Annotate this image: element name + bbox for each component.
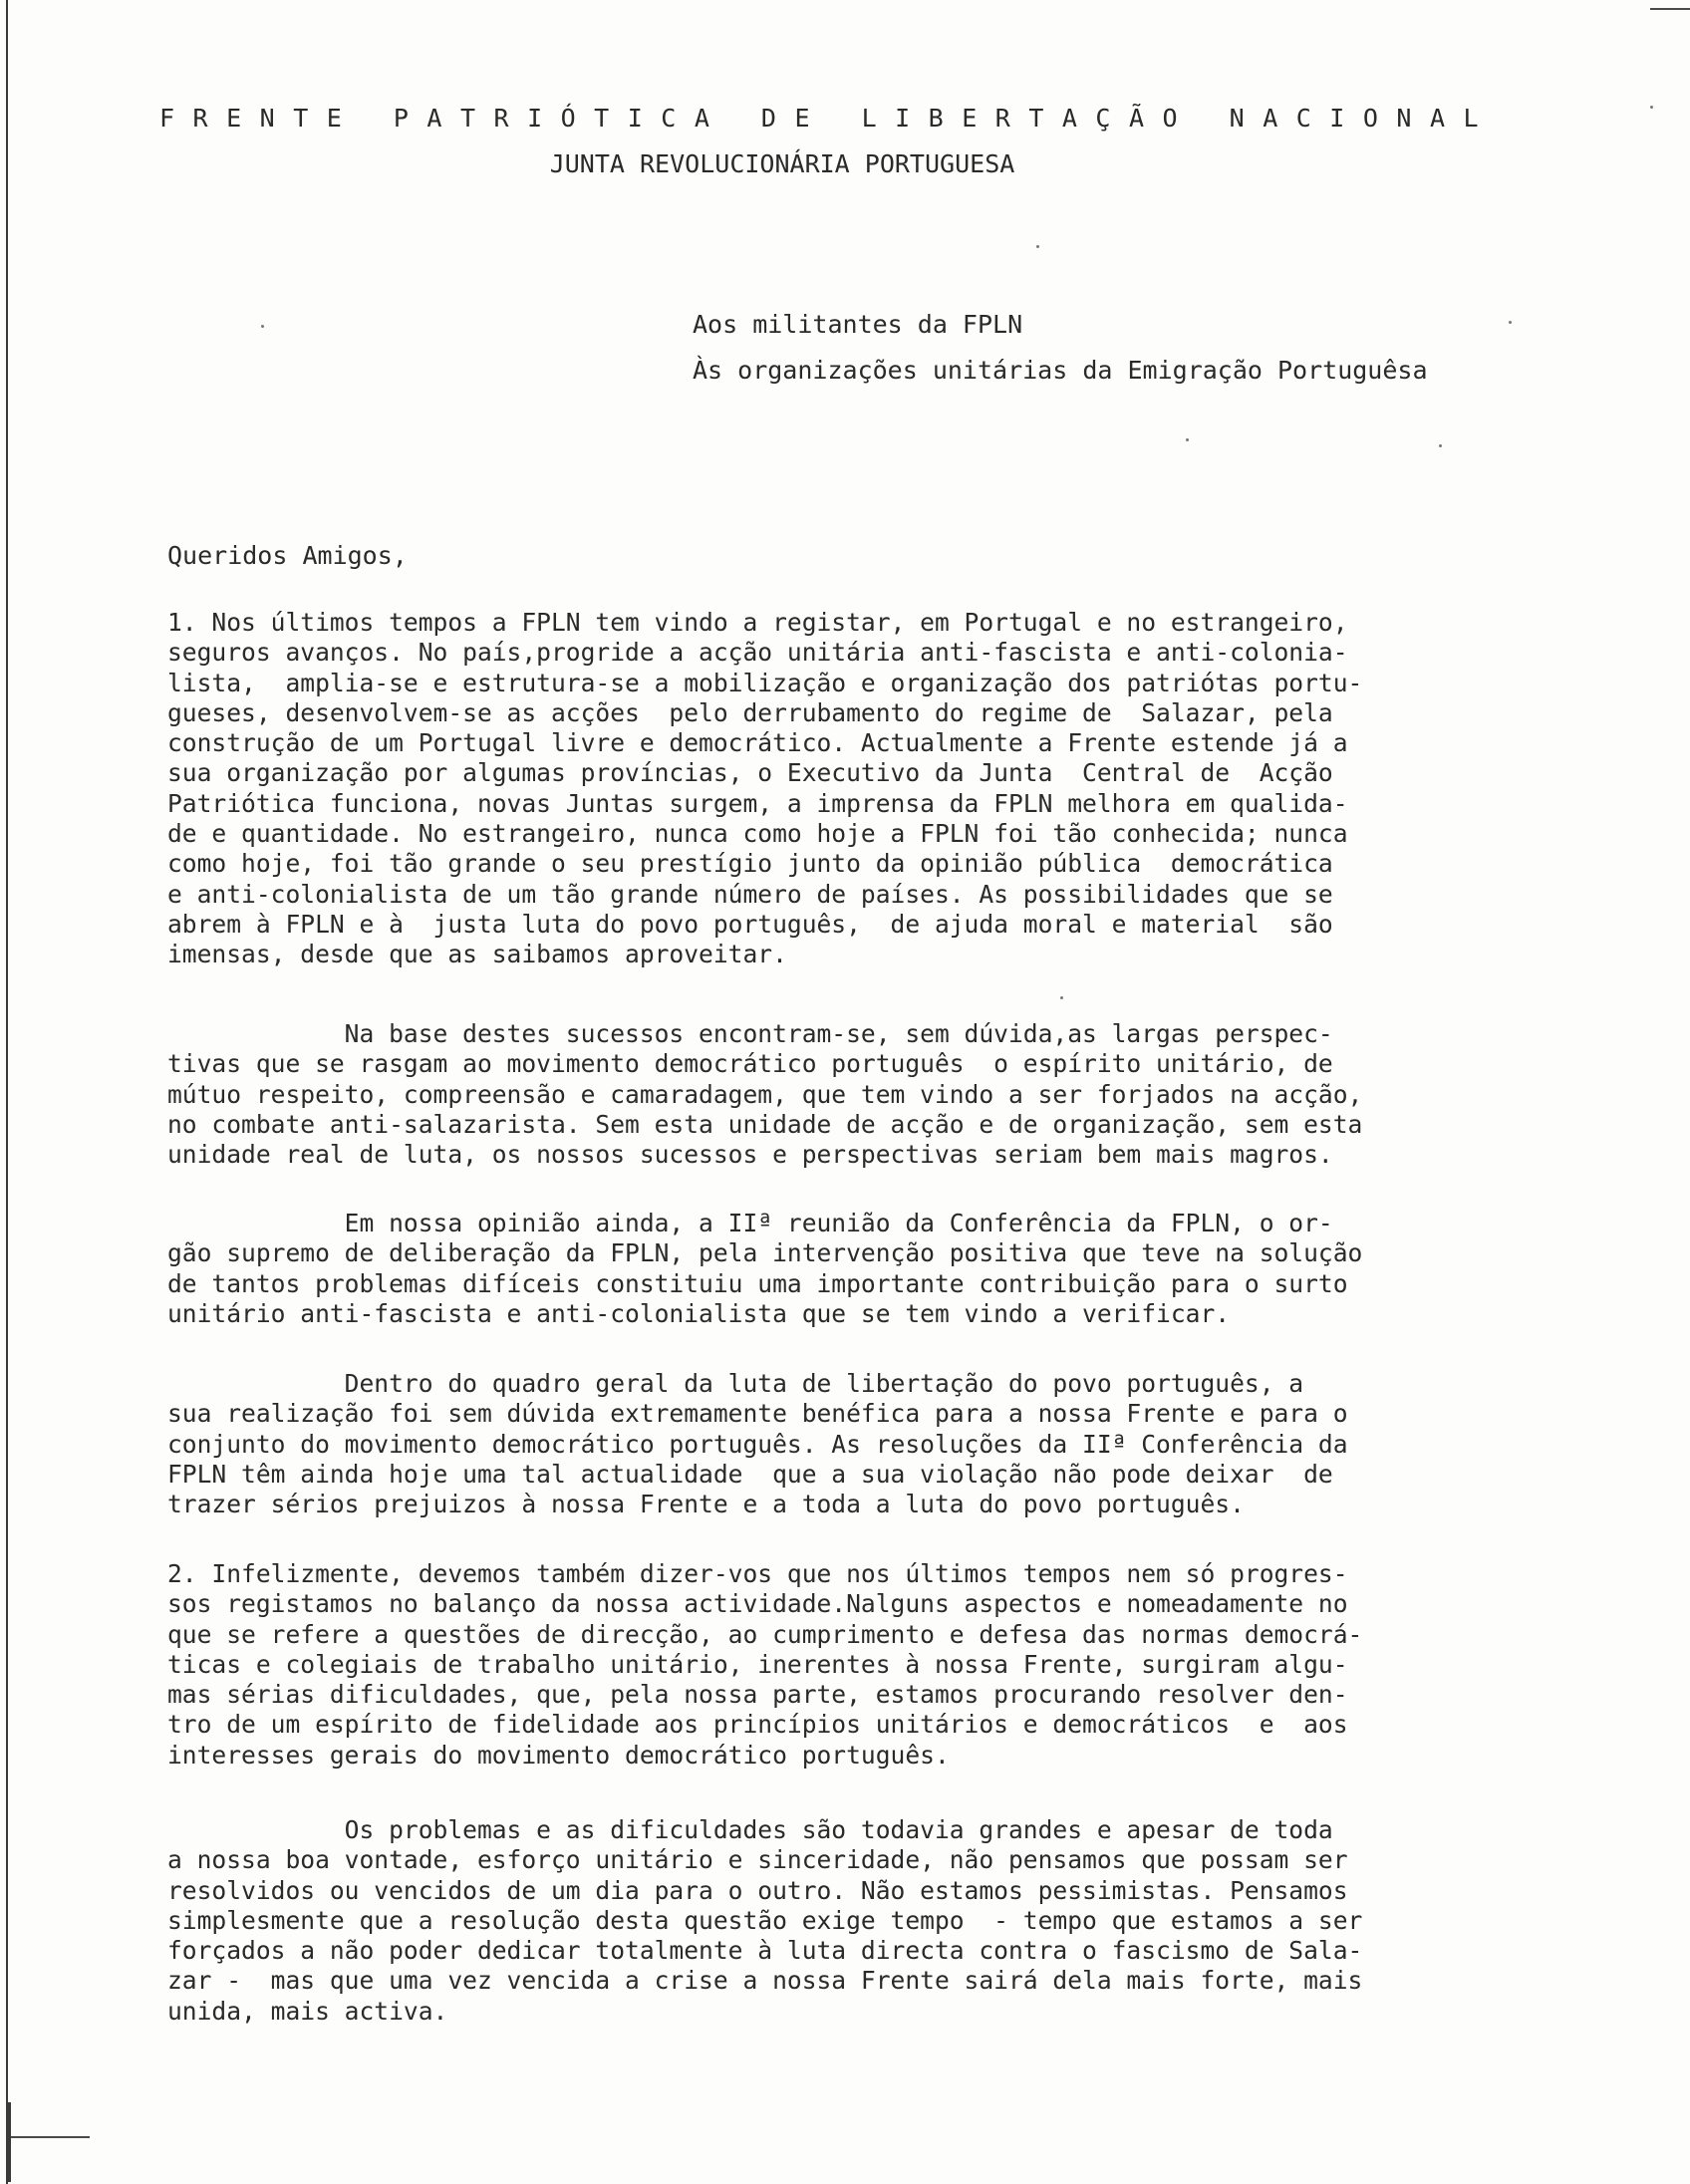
text-line: 1. Nos últimos tempos a FPLN tem vindo a registar, em Portugal e no estrangeiro, [167,608,1348,637]
paragraph-2 [167,1019,1602,1170]
paragraph-6 [167,1815,1602,2027]
text-line: ticas e colegiais de trabalho unitário, inerentes à nossa Frente, surgiram algu- [167,1649,1348,1679]
text-line: Os problemas e as dificuldades são todavia grandes e apesar de toda [167,1815,1333,1844]
recipient-line: Aos militantes da FPLN [693,310,1023,339]
text-line: como hoje, foi tão grande o seu prestígio junto da opinião pública democrática [167,849,1333,879]
text-line: Patriótica funciona, novas Juntas surgem, a imprensa da FPLN melhora em qualida- [167,788,1348,818]
text-line: gão supremo de deliberação da FPLN, pela intervenção positiva que teve na solução [167,1238,1363,1268]
text-line: de tantos problemas difíceis constituiu uma importante contribuição para o surto [167,1268,1348,1298]
text-line: seguros avanços. No país,progride a acção unitária anti-fascista e anti-colonia- [167,638,1348,668]
salutation: Queridos Amigos, [167,541,408,570]
text-line: FPLN têm ainda hoje uma tal actualidade que a sua violação não pode deixar de [167,1459,1333,1489]
text-line: 2. Infelizmente, devemos também dizer-vos que nos últimos tempos nem só progres- [167,1559,1348,1588]
text-line: mas sérias dificuldades, que, pela nossa parte, estamos procurando resolver den- [167,1680,1348,1710]
scan-edge-bottom-left-vertical [8,2102,11,2182]
paragraph-5 [167,1559,1602,1771]
text-line: no combate anti-salazarista. Sem esta unidade de acção e de organização, sem esta [167,1109,1363,1139]
text-line: tivas que se rasgam ao movimento democrático português o espírito unitário, de [167,1049,1333,1079]
text-line: sua organização por algumas províncias, o Executivo da Junta Central de Acção [167,758,1333,788]
text-line: lista, amplia-se e estrutura-se a mobilização e organização dos patriótas portu- [167,668,1363,697]
text-line: a nossa boa vontade, esforço unitário e sinceridade, não pensamos que possam ser [167,1845,1348,1875]
text-line: unida, mais activa. [167,1996,448,2026]
text-line: forçados a não poder dedicar totalmente à luta directa contra o fascismo de Sala- [167,1936,1363,1966]
text-line: interesses gerais do movimento democrático português. [167,1740,950,1770]
text-line: resolvidos ou vencidos de um dia para o outro. Não estamos pessimistas. Pensamos [167,1875,1348,1905]
paragraph-4 [167,1369,1602,1519]
text-line: que se refere a questões de direcção, ao cumprimento e defesa das normas democrá- [167,1619,1363,1649]
text-line: simplesmente que a resolução desta questão exige tempo - tempo que estamos a ser [167,1905,1363,1935]
paragraph-1 [167,608,1602,970]
organization-title: FRENTE PATRIÓTICA DE LIBERTAÇÃO NACIONAL [159,104,1498,133]
text-line: sos registamos no balanço da nossa actividade.Nalguns aspectos e nomeadamente no [167,1589,1348,1619]
text-line: Em nossa opinião ainda, a IIª reunião da Conferência da FPLN, o or- [167,1209,1333,1237]
text-line: unitário anti-fascista e anti-colonialista que se tem vindo a verificar. [167,1298,1231,1328]
recipient-line: Às organizações unitárias da Emigração Portuguêsa [693,356,1428,385]
text-line: mútuo respeito, compreensão e camaradagem, que tem vindo a ser forjados na acção, [167,1079,1363,1109]
text-line: abrem à FPLN e à justa luta do povo português, de ajuda moral e material são [167,909,1333,939]
organization-subtitle: JUNTA REVOLUCIONÁRIA PORTUGUESA [549,149,1015,178]
text-line: Dentro do quadro geral da luta de libertação do povo português, a [167,1369,1304,1398]
text-line: construção de um Portugal livre e democrático. Actualmente a Frente estende já a [167,728,1348,758]
text-line: imensas, desde que as saibamos aproveitar. [167,940,787,969]
recipients-block [693,302,1428,394]
paragraph-3 [167,1209,1602,1329]
text-line: e anti-colonialista de um tão grande número de países. As possibilidades que se [167,879,1333,909]
text-line: trazer sérios prejuizos à nossa Frente e a toda a luta do povo português. [167,1490,1245,1519]
text-line: gueses, desenvolvem-se as acções pelo derrubamento do regime de Salazar, pela [167,697,1333,727]
scan-edge-bottom-left [10,2136,90,2138]
text-line: tro de um espírito de fidelidade aos princípios unitários e democráticos e aos [167,1710,1348,1740]
text-line: Na base destes sucessos encontram-se, sem dúvida,as largas perspec- [167,1019,1333,1048]
text-line: conjunto do movimento democrático português. As resoluções da IIª Conferência da [167,1429,1348,1459]
scan-edge-top-right [1650,8,1690,10]
scan-edge-left [6,0,8,2184]
text-line: de e quantidade. No estrangeiro, nunca como hoje a FPLN foi tão conhecida; nunca [167,819,1348,849]
text-line: sua realização foi sem dúvida extremamente benéfica para a nossa Frente e para o [167,1399,1348,1429]
text-line: unidade real de luta, os nossos sucessos e perspectivas seriam bem mais magros. [167,1140,1333,1170]
text-line: zar - mas que uma vez vencida a crise a nossa Frente sairá dela mais forte, mais [167,1966,1363,1996]
